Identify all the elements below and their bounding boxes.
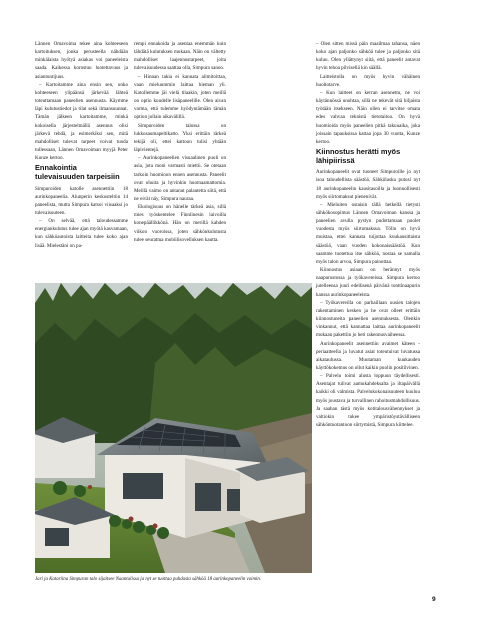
paragraph: Kiinnostus asiaan on herännyt myös naapurustossa ja työkavereissa. Simpura kertoo jutelleensa juuri edellisenä päivänä tonttinaapurin kanssa aurinkopaneeleista. — [316, 267, 420, 298]
text-column-1 — [35, 40, 128, 250]
page-number: 9 — [432, 596, 436, 603]
paragraph: – Aurinkopaneelien visuaalinen puoli on asia, jota moni varmasti miettii. Se otetaan tarkoin huomioon ennen asennusta. Paneelit ovat ohuita ja hyvinkin huomaamattomia. Meillä vaimo on antanut palautetta siitä, että ne eivät näy, Simpura nauraa. — [134, 155, 226, 202]
text-column-2 — [134, 40, 226, 244]
text-column-3 — [316, 40, 420, 429]
paragraph: Simpuroiden talossa on lukkosaumapeltikatto. Yksi erittäin tärkeä tekijä oli, ettei kattoon tulisi yhtään läpivientejä. — [134, 122, 226, 154]
photo-caption: Jari ja Katariina Simpuran talo sijaitsee Naantalissa ja nyt se tuottaa puhdasta sähköä 18 aurinkopaneelin voimin. — [35, 577, 262, 582]
paragraph: – Palvelu toimi alusta loppuun täydellisesti. Asentajat tulivat aamukahdeksalta ja iltapäivällä kaikki oli valmista. Palvelukokonaisuuteen kuuluu myös joustava ja turvallinen rahoitusmahdollisuus. Ja saahan tästä myös kotitalousvähennykset ja valtiokin tukee ympäristöystävälliseen sähköntuotantoon siirtymistä, Simpura kiittelee. — [316, 373, 420, 429]
paragraph: Simpuroiden katolle asennettiin 18 aurinkopaneelia. Alunperin keskusteltiin 14 paneelista, mutta Simpura katsoi viisaaksi jo tulevaisuuteen. — [35, 185, 128, 216]
paragraph: – Hinnan takia ei kannata alimitoittaa, vaan mieluummin laittaa hieman yli. Katollemme jäi vielä tilaakin, joten meillä on optio kuudelle lisäpaneelille. Olen aivan varma, että tulemme hyödyntämään tämän option jollain aikavälillä. — [134, 73, 226, 121]
house-illustration — [35, 283, 312, 573]
paragraph: Laitteistolla on myös hyvin vähäinen huoltotarve. — [316, 73, 420, 88]
section-heading: Ennakointia tulevaisuuden tarpeisiin — [35, 163, 120, 181]
paragraph: – Työkavereilla on parhaillaan uusien talojen rakentaminen kesken ja he ovat olleet erittäin kiinnostuneita paneelien asennuksesta. Olenkin vinkannut, että kannattaa laittaa aurinkopaneelit mukaan pakettiin jo heti rakennusvaiheessa. — [316, 299, 420, 339]
paragraph: – Mieluiten ostaisin tällä hetkellä tietysti sähkökosopimus Lännen Omavoiman kanssa ja paneelien avulla pystyn pudottamaan puolet vuodesta myös siirtomaksua. Tölin on hyvä muistaa, ettei kannata tuijottaa kuukausittaista säästöä, vaan vuoden kokonaissäästöä. Kun saamme tuotettua itse sähköä, nostaa se samalla myös talon arvoa, Simpura painottaa. — [316, 201, 420, 265]
paragraph: – Kartoitamme aina ensin sen, onko kohteeseen ylipäänsä järkevää lähteä toteuttamaan paneelien asennusta. Käymme läpi kulutustiedot ja tilat sekä ilmansuunnat. Tämän jälkeen kartoitamme, minkä kokoisella järjestelmällä asennus olisi järkevä tehdä, ja esimerkiksi sen, mitä mahdolliset tulevat tarpeet voivat tuoda tullessaan, Lännen Omavoiman myyjä Peter Kunze kertoo. — [35, 81, 128, 162]
paragraph: Ekologisuus on hänelle tärkeä asia, sillä mies työskentelee Finnlinesin laivoilla konepäällikkönä. Hän on merillä kahden viikon vuoroissa, joten sähkönkulutusta tulee seurattua mobiilisovelluksen kautta. — [134, 204, 226, 243]
paragraph: – Kun laitteet on kerran asennettu, ne voi käytännössä unohtaa, sillä ne tekevät sitä hiljaista työtään itsekseen. Näin ollen ei tarvitse omata edes vahvaa teknistä tietotaitoa. On hyvä huomioida myös paneelien pitkä takuuaika, joka joissain tapauksissa kattaa jopa 30 vuotta, Kunze kertoo. — [316, 89, 420, 145]
section-heading: Kiinnostus herätti myös lähipiirissä — [316, 147, 401, 165]
house-photo — [35, 283, 312, 573]
paragraph: Lännen Omavoima tekee aina kohteeseen kartoituksen, jonka perusteella nähdään minkälaista hyötyä asiakas voi paneeleista saada. Kaikessa korostuu luotettavuus ja asiantuntijuus. — [35, 41, 128, 80]
paragraph: – On selvää, että taloudessamme energiankulutus tulee ajan myötä kasvamaan, kun sähköautoista laitteita tulee koko ajan lisää. Mielestäni on pa- — [35, 218, 128, 249]
paragraph: Aurinkopaneelit ovat tuoneet Simpuroille jo nyt isoa taloudellista säästöä. Sähkölasku putosi nyt 18 aurinkopaneelin kausitasoilla ja luonnollisesti myös siirtomaksut pienenivät. — [316, 169, 420, 200]
paragraph: Aurinkopaneelit asennettiin avaimet käteen -periaatteella ja luvatut asiat toteutuivat luvatussa aikataulussa. Muutaman kuukauden käyttökokemus on ollut kaikin puolin positiivinen. — [316, 340, 420, 371]
paragraph: rempi ennakoida ja asentaa enemmän kuin tähdätä kulutuksen mukaan. Näin on vältetty mahdolliset laajennustarpeet, joita tulevaisuudessa saattaa olla, Simpura sanoo. — [134, 41, 226, 72]
paragraph: – Olen sitten missä päin maailmaa tahansa, näen koko ajan paljonko sähköä tulee ja paljonko sitä kuluu. Olen yllättynyt siitä, että paneelit antavat hyvin tehoa pilvisellä kin säällä. — [316, 41, 420, 72]
